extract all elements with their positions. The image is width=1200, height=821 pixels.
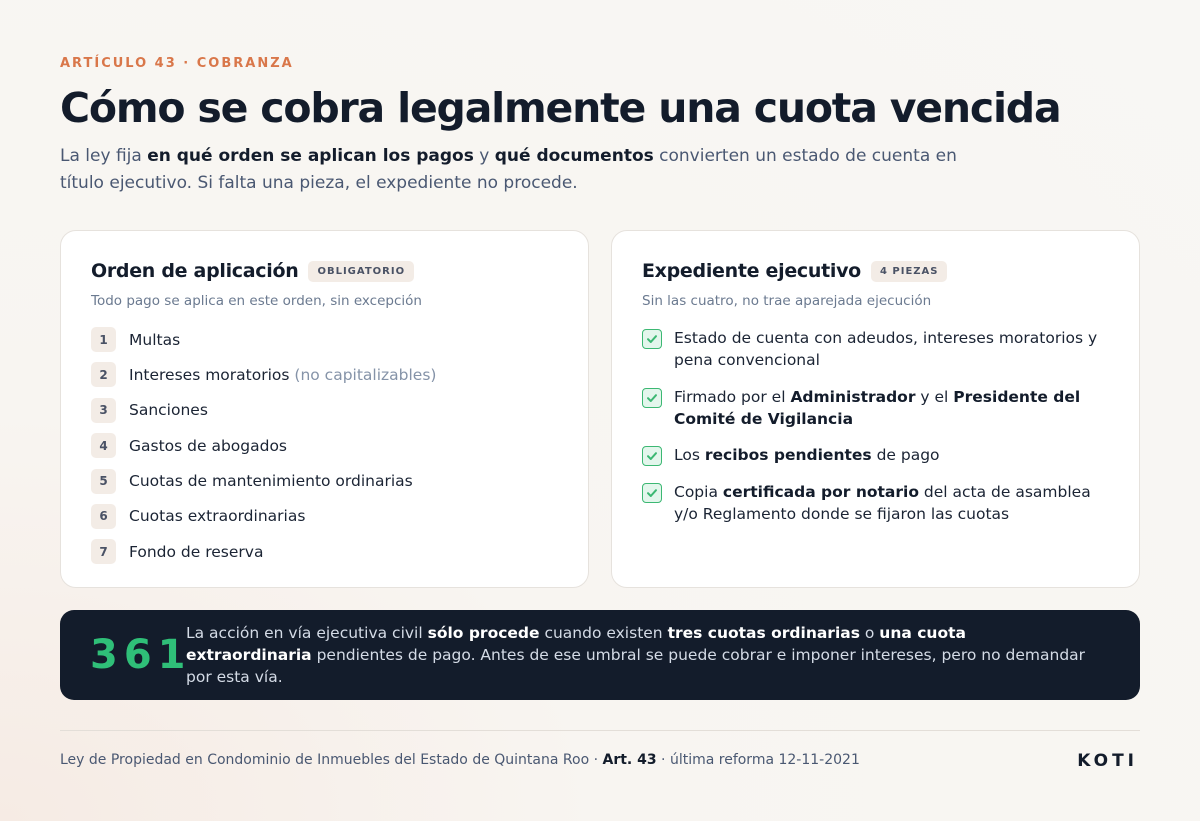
lead-emphasis: en qué orden se aplican los pagos bbox=[147, 146, 474, 166]
check-icon bbox=[642, 329, 662, 349]
step-note: (no capitalizables) bbox=[294, 365, 437, 384]
banner-text-part: cuando existen bbox=[539, 624, 668, 642]
footer-source bbox=[60, 752, 860, 768]
requirement-item bbox=[642, 481, 1109, 525]
requirement-text-part: recibos pendientes bbox=[704, 446, 872, 464]
order-list bbox=[91, 327, 558, 564]
lead-emphasis: qué documentos bbox=[494, 146, 654, 166]
requirement-text-part: del acta de asamblea y/o Reglamento donde se fijaron las cuotas bbox=[674, 483, 1091, 523]
requirement-text-part: certificada por notario bbox=[722, 483, 919, 501]
check-icon bbox=[642, 483, 662, 503]
order-step bbox=[91, 398, 558, 423]
footer-article: Art. 43 bbox=[602, 752, 657, 768]
threshold-banner bbox=[60, 610, 1140, 700]
order-card-header bbox=[91, 259, 558, 283]
banner-text-part: pendientes de pago. Antes de ese umbral se puede cobrar e imponer intereses, pero no demandar por esta vía. bbox=[186, 646, 1086, 686]
requirements-list bbox=[642, 327, 1109, 525]
banner-text-part: La acción en vía ejecutiva civil bbox=[186, 624, 428, 642]
banner-emphasis: una cuota extraordinaria bbox=[186, 624, 966, 664]
step-label-text: Intereses moratorios bbox=[129, 365, 290, 384]
order-step bbox=[91, 539, 558, 564]
step-label bbox=[129, 543, 263, 561]
lead-text: La ley fija bbox=[60, 146, 148, 166]
step-label-text: Gastos de abogados bbox=[129, 436, 288, 455]
requirement-item bbox=[642, 444, 1109, 466]
requirement-text bbox=[674, 481, 1109, 525]
requirement-text-part: Los bbox=[674, 446, 705, 464]
step-label bbox=[129, 401, 208, 419]
file-card-header bbox=[642, 259, 1109, 283]
requirement-text-part: Presidente del Comité de Vigilancia bbox=[674, 388, 1081, 428]
requirement-text-part: de pago bbox=[871, 446, 940, 464]
step-number: 4 bbox=[91, 433, 116, 458]
step-number: 1 bbox=[91, 327, 116, 352]
requirement-item bbox=[642, 386, 1109, 430]
check-icon bbox=[642, 446, 662, 466]
step-label bbox=[129, 366, 436, 384]
step-number: 2 bbox=[91, 362, 116, 387]
requirement-text-part: Administrador bbox=[790, 388, 916, 406]
file-card bbox=[611, 230, 1140, 588]
banner-emphasis: tres cuotas ordinarias bbox=[667, 624, 860, 642]
lead-text: y bbox=[473, 146, 495, 166]
order-card-subtitle: Todo pago se aplica en este orden, sin excepción bbox=[91, 293, 422, 309]
requirement-text-part: Copia bbox=[674, 483, 723, 501]
step-label bbox=[129, 507, 305, 525]
page bbox=[60, 0, 1140, 821]
order-card-title: Orden de aplicación bbox=[91, 260, 299, 282]
requirement-text bbox=[674, 327, 1109, 371]
file-card-title: Expediente ejecutivo bbox=[642, 260, 861, 282]
step-label-text: Cuotas de mantenimiento ordinarias bbox=[129, 472, 413, 491]
step-number: 5 bbox=[91, 469, 116, 494]
lead-text: convierten un estado de cuenta en título ejecutivo. Si falta una pieza, el expediente no procede. bbox=[60, 146, 957, 193]
step-label bbox=[129, 437, 287, 455]
order-step bbox=[91, 362, 558, 387]
banner-text bbox=[186, 622, 1086, 688]
banner-number: 361 bbox=[90, 632, 192, 678]
order-card-badge: OBLIGATORIO bbox=[308, 261, 414, 282]
brand-logo: KOTI bbox=[1077, 751, 1138, 771]
step-label bbox=[129, 472, 413, 490]
order-step bbox=[91, 327, 558, 352]
step-label-text: Cuotas extraordinarias bbox=[129, 507, 306, 526]
step-number: 6 bbox=[91, 504, 116, 529]
requirement-item bbox=[642, 327, 1109, 371]
page-title: Cómo se cobra legalmente una cuota vencida bbox=[60, 84, 1061, 132]
step-number: 3 bbox=[91, 398, 116, 423]
order-step bbox=[91, 433, 558, 458]
requirement-text-part: Estado de cuenta con adeudos, intereses moratorios y pena convencional bbox=[674, 329, 1098, 369]
order-step bbox=[91, 469, 558, 494]
footer-source-text: Ley de Propiedad en Condominio de Inmuebles del Estado de Quintana Roo · bbox=[60, 752, 603, 768]
requirement-text bbox=[674, 444, 1109, 466]
step-number: 7 bbox=[91, 539, 116, 564]
step-label bbox=[129, 331, 180, 349]
order-card bbox=[60, 230, 589, 588]
requirement-text-part: y el bbox=[915, 388, 954, 406]
step-label-text: Fondo de reserva bbox=[129, 542, 264, 561]
eyebrow-label: ARTÍCULO 43 · COBRANZA bbox=[60, 56, 294, 71]
file-card-subtitle: Sin las cuatro, no trae aparejada ejecución bbox=[642, 293, 932, 309]
banner-emphasis: sólo procede bbox=[427, 624, 540, 642]
footer-divider bbox=[60, 730, 1140, 731]
step-label-text: Multas bbox=[129, 330, 181, 349]
lead-paragraph bbox=[60, 143, 980, 197]
requirement-text-part: Firmado por el bbox=[674, 388, 791, 406]
requirement-text bbox=[674, 386, 1109, 430]
banner-text-part: o bbox=[859, 624, 880, 642]
check-icon bbox=[642, 388, 662, 408]
order-step bbox=[91, 504, 558, 529]
file-card-badge: 4 PIEZAS bbox=[871, 261, 948, 282]
footer-reform: · última reforma 12-11-2021 bbox=[656, 752, 860, 768]
step-label-text: Sanciones bbox=[129, 401, 208, 420]
